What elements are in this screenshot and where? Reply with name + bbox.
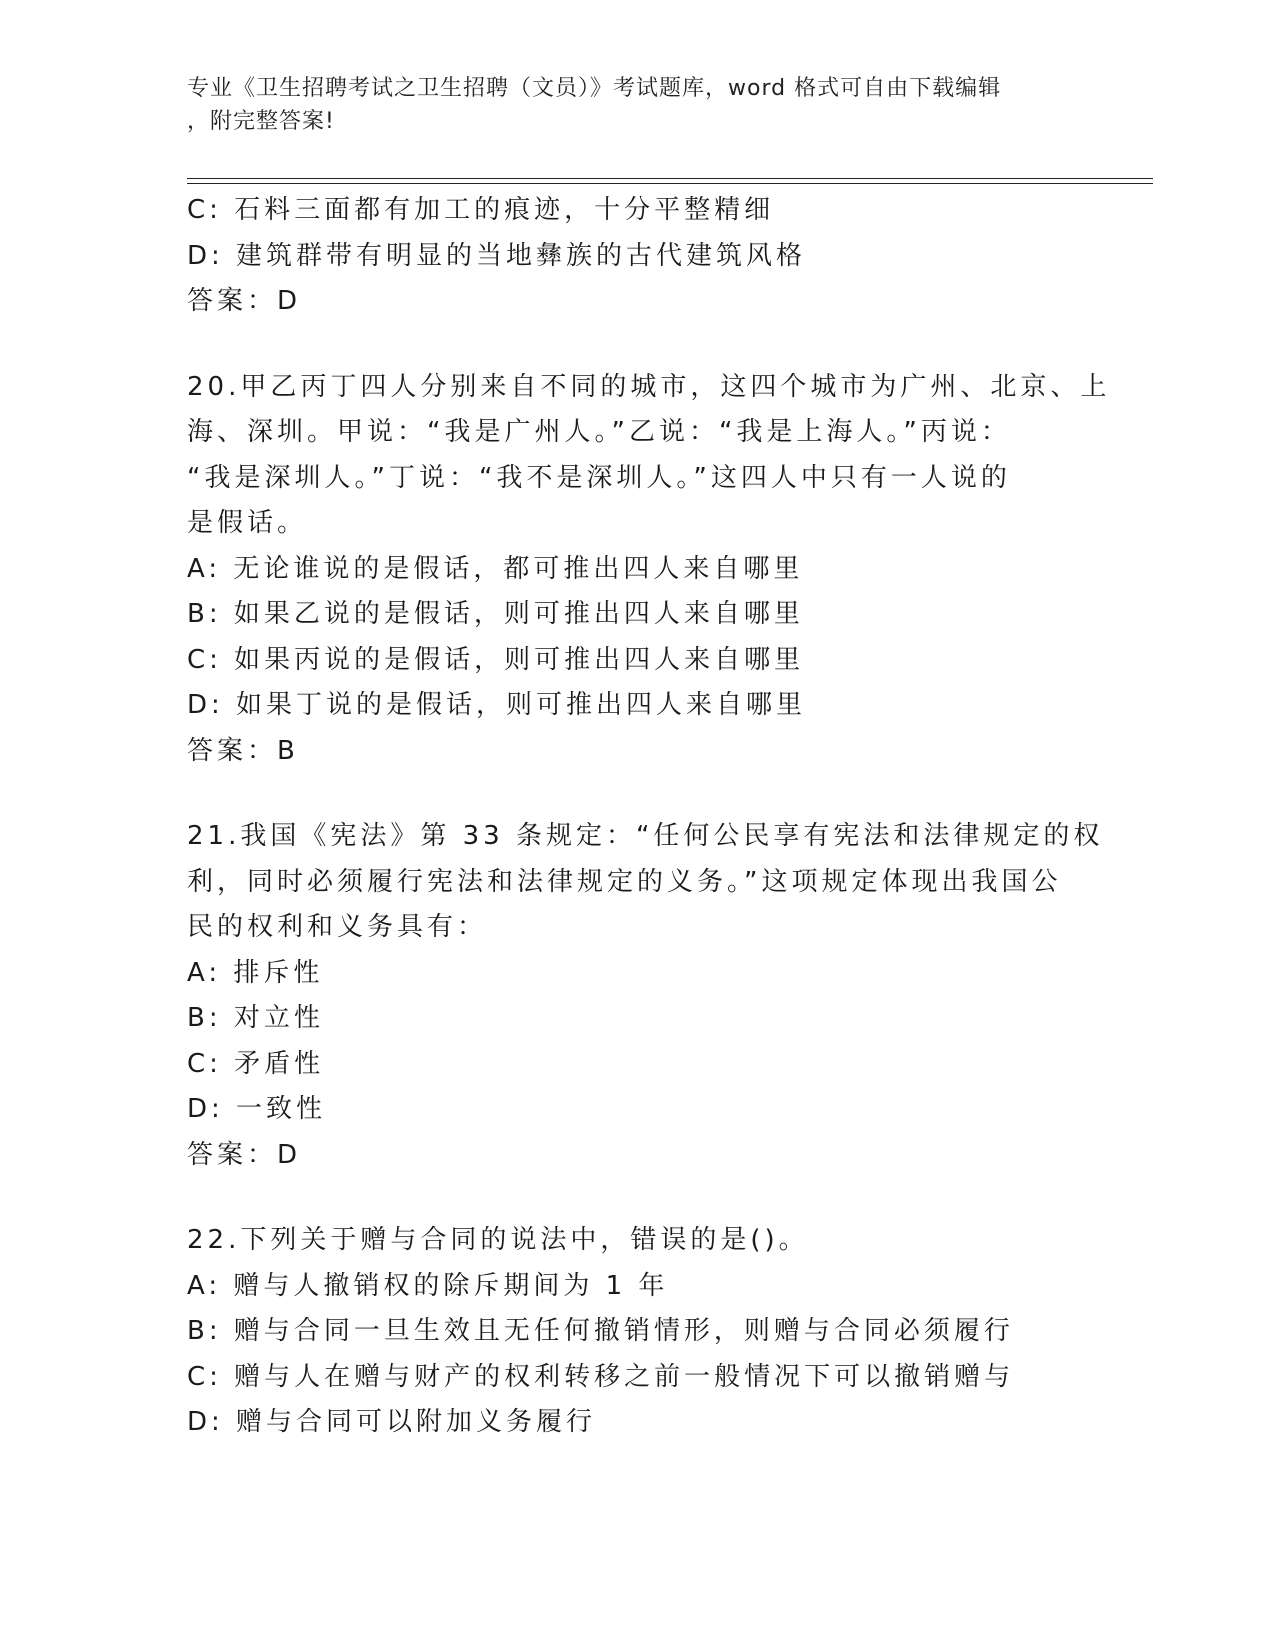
option-c: C: 矛盾性 — [187, 1048, 325, 1079]
option-d: D: 如果丁说的是假话，则可推出四人来自哪里 — [187, 690, 807, 720]
question-stem-line: 20.甲乙丙丁四人分别来自不同的城市，这四个城市为广州、北京、上 — [187, 371, 1111, 402]
option-a: A: 赠与人撤销权的除斥期间为 1 年 — [187, 1270, 669, 1301]
answer: 答案：D — [187, 1139, 302, 1170]
option-c: C: 赠与人在赠与财产的权利转移之前一般情况下可以撤销赠与 — [187, 1361, 1015, 1392]
option-d: D: 赠与合同可以附加义务履行 — [187, 1407, 597, 1437]
header-divider-top — [187, 178, 1153, 179]
option-a: A: 无论谁说的是假话，都可推出四人来自哪里 — [187, 553, 804, 584]
header-line-1: 专业《卫生招聘考试之卫生招聘（文员）》考试题库，word 格式可自由下载编辑 — [187, 76, 1002, 101]
question-stem-line: 海、深圳。甲说：“我是广州人。”乙说：“我是上海人。”丙说： — [187, 417, 1011, 447]
header-line-2: ，附完整答案! — [187, 109, 335, 134]
question-stem-line: 利，同时必须履行宪法和法律规定的义务。”这项规定体现出我国公 — [187, 866, 1062, 897]
question-stem-line: 21.我国《宪法》第 33 条规定：“任何公民享有宪法和法律规定的权 — [187, 821, 1104, 851]
option-a: A: 排斥性 — [187, 957, 324, 988]
question-stem-line: 22.下列关于赠与合同的说法中，错误的是()。 — [187, 1225, 809, 1255]
question-stem-line: 民的权利和义务具有： — [187, 912, 488, 942]
option-c: C: 如果丙说的是假话，则可推出四人来自哪里 — [187, 644, 805, 675]
document-header — [187, 72, 1087, 138]
question-stem-line: 是假话。 — [187, 508, 308, 538]
header-divider-bottom — [187, 183, 1153, 184]
option-b: B: 如果乙说的是假话，则可推出四人来自哪里 — [187, 599, 804, 629]
option-d: D: 建筑群带有明显的当地彝族的古代建筑风格 — [187, 240, 807, 271]
question-21 — [187, 814, 1104, 1178]
answer: 答案：B — [187, 735, 299, 766]
question-22 — [187, 1218, 1087, 1446]
answer: 答案：D — [187, 286, 302, 316]
option-b: B: 对立性 — [187, 1003, 324, 1033]
document-body — [187, 188, 1111, 1446]
option-d: D: 一致性 — [187, 1094, 327, 1124]
question-stem-line: “我是深圳人。”丁说：“我不是深圳人。”这四人中只有一人说的 — [187, 462, 1011, 493]
option-c: C: 石料三面都有加工的痕迹，十分平整精细 — [187, 195, 775, 225]
question-19 — [187, 188, 1087, 325]
question-20 — [187, 365, 1111, 775]
option-b: B: 赠与合同一旦生效且无任何撤销情形，则赠与合同必须履行 — [187, 1316, 1014, 1346]
